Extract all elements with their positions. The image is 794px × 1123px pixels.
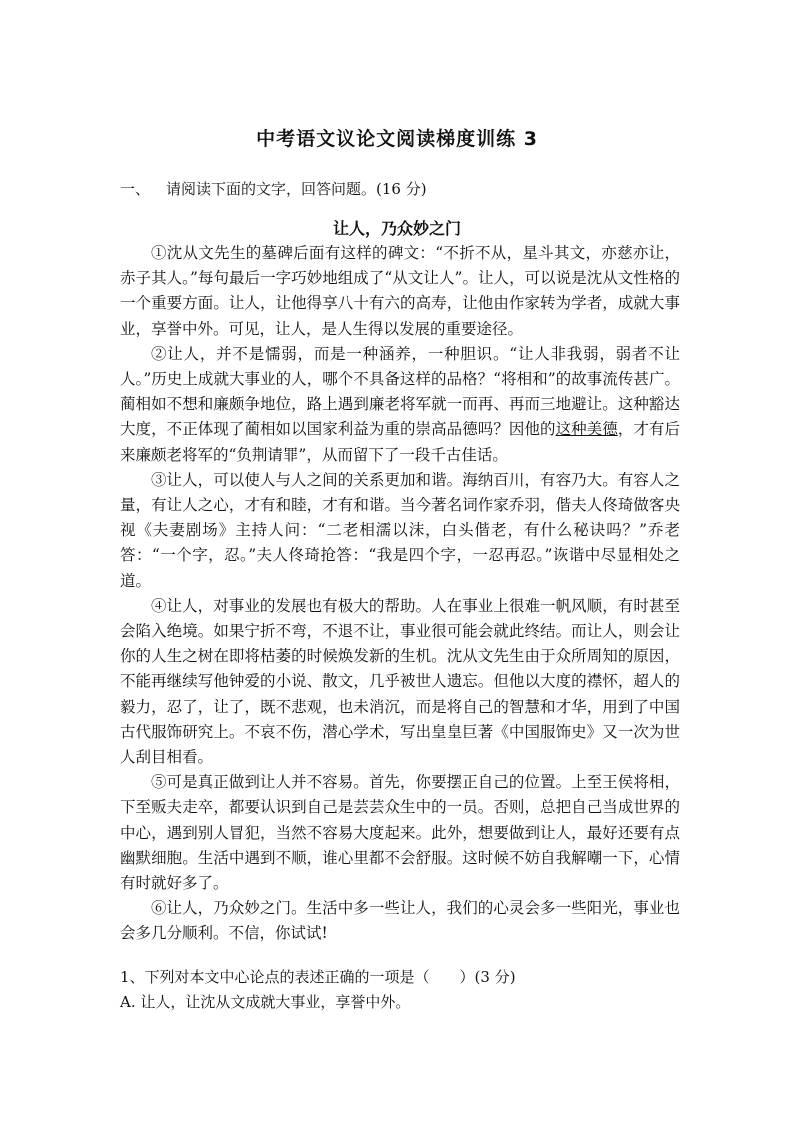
paragraph-2-text: ②让人，并不是懦弱，而是一种涵养，一种胆识。“让人非我弱，弱者不让人。”历史上成就大事业的人，哪个不具备这样的品格？“将相和”的故事流传甚广。蔺相如不想和廉颇争地位，路上遇到廉老将军就一而再、再而三地避让。这种豁达大度，不正体现了蔺相如以国家利益为重的崇高品德吗？因他的 [120,344,680,439]
section-instruction: 请阅读下面的文字，回答问题。(16 分) [166,180,427,198]
document-title: 中考语文议论文阅读梯度训练 3 [256,128,538,150]
section-number: 一、 [120,180,151,198]
option-a: A. 让人，让沈从文成就大事业，享誉中外。 [120,993,411,1011]
essay-paragraph-2 [120,342,680,468]
essay-paragraph-4: ④让人，对事业的发展也有极大的帮助。人在事业上很难一帆风顺，有时甚至会陷入绝境。如果宁折不弯，不退不让，事业很可能会就此终结。而让人，则会让你的人生之树在即将枯萎的时候焕发新的生机。沈从文先生由于众所周知的原因，不能再继续写他钟爱的小说、散文，几乎被世人遗忘。但他以大度的襟怀，超人的毅力，忍了，让了，既不悲观，也未消沉，而是将自己的智慧和才华，用到了中国古代服饰研究上。不哀不伤，潜心学术，写出皇皇巨著《中国服饰史》又一次为世人刮目相看。 [120,596,680,767]
essay-title: 让人，乃众妙之门 [332,219,461,238]
section-heading [120,178,427,199]
underlined-phrase: 这种美德 [555,420,618,439]
question-stem: 1、下列对本文中心论点的表述正确的一项是（ ）(3 分) [120,968,516,986]
essay-paragraph-1: ①沈从文先生的墓碑后面有这样的碑文：“不折不从，星斗其文，亦慈亦让，赤子其人。”每句最后一字巧妙地组成了“从文让人”。让人，可以说是沈从文性格的一个重要方面。让人，让他得享八十有六的高寿，让他由作家转为学者，成就大事业，享誉中外。可见，让人，是人生得以发展的重要途径。 [120,244,680,338]
question-1 [120,965,680,1015]
paragraph-2-tail: ，才有后来廉颇老将军的“负荆请罪”，从而留下了一段千古佳话。 [120,420,680,464]
essay-paragraph-3: ③让人，可以使人与人之间的关系更加和谐。海纳百川，有容乃大。有容人之量，有让人之心，才有和睦，才有和谐。当今著名词作家乔羽，偕夫人佟琦做客央视《夫妻剧场》主持人问：“二老相濡以沫，白头偕老，有什么秘诀吗？”乔老答：“一个字，忍。”夫人佟琦抢答：“我是四个字，一忍再忍。”诙谐中尽显相处之道。 [120,470,680,590]
essay-paragraph-5: ⑤可是真正做到让人并不容易。首先，你要摆正自己的位置。上至王侯将相，下至贩夫走卒，都要认识到自己是芸芸众生中的一员。否则，总把自己当成世界的中心，遇到别人冒犯，当然不容易大度起来。此外，想要做到让人，最好还要有点幽默细胞。生活中遇到不顺，谁心里都不会舒服。这时候不妨自我解嘲一下，心情有时就好多了。 [120,773,680,893]
essay-body [120,241,680,947]
essay-paragraph-6: ⑥让人，乃众妙之门。生活中多一些让人，我们的心灵会多一些阳光，事业也会多几分顺利。不信，你试试! [120,899,680,943]
